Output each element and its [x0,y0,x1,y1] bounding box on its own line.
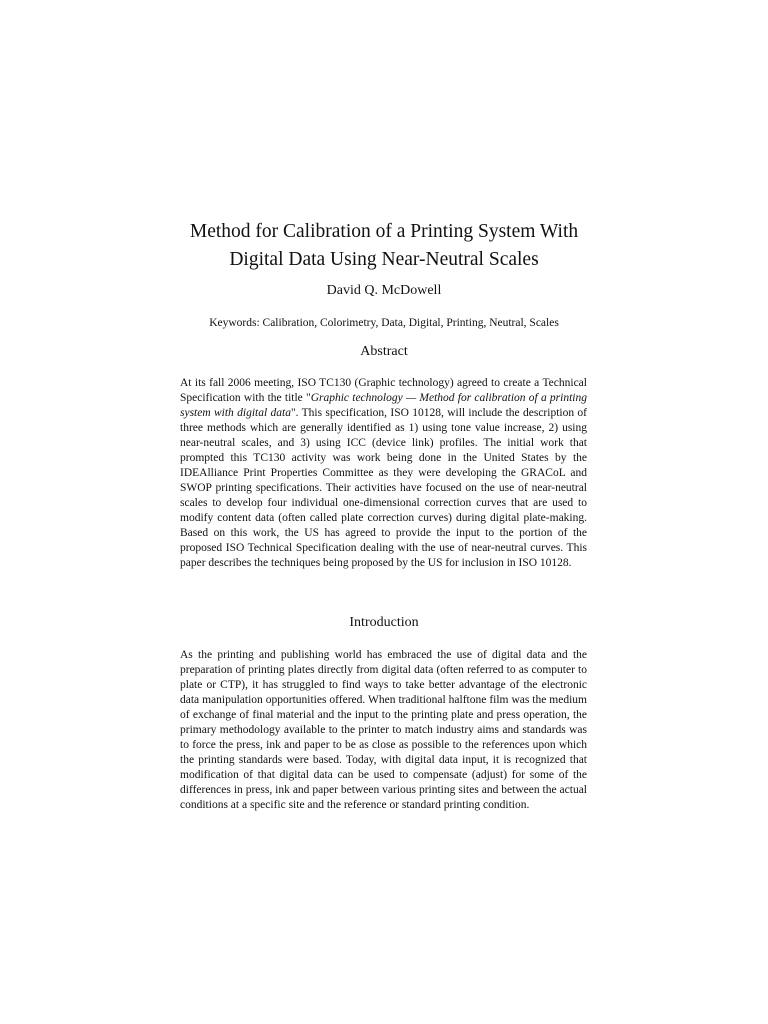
abstract-text-before-quote: At its fall 2006 meeting, ISO TC130 (Graphic technology) agreed to create a Technical Specification with the title " [180,377,587,404]
introduction-paragraph: As the printing and publishing world has embraced the use of digital data and the preparation of printing plates directly from digital data (often referred to as computer to plate or CTP), it has struggled to find ways to take better advantage of the electronic data manipulation opportunities offered. When traditional halftone film was the medium of exchange of final material and the input to the printing plate and press operation, the primary methodology available to the printer to match industry aims and standards was to force the press, ink and paper to be as close as possible to the references upon which the printing standards were based. Today, with digital data input, it is recognized that modification of that digital data can be used to compensate (adjust) for some of the differences in press, ink and paper between various printing sites and between the actual conditions at a specific site and the reference or standard printing condition. [180,649,587,811]
paper-title-line-2: Digital Data Using Near-Neutral Scales [229,249,539,270]
abstract-heading: Abstract [360,344,408,359]
abstract-paragraph [180,376,587,571]
introduction-heading: Introduction [349,615,419,630]
abstract-text-after-quote: ". This specification, ISO 10128, will include the description of three methods which are generally identified as 1) using tone value increase, 2) using near-neutral scales, and 3) using ICC (device link) profiles. The initial work that prompted this TC130 activity was work being done in the United States by the IDEAlliance Print Properties Committee as they were developing the GRACoL and SWOP printing specifications. Their activities have focused on the use of near-neutral scales to develop four individual one-dimensional correction curves that are used to modify content data (often called plate correction curves) during digital plate-making. Based on this work, the US has agreed to provide the input to the portion of the proposed ISO Technical Specification dealing with the use of near-neutral curves. This paper describes the techniques being proposed by the US for inclusion in ISO 10128. [180,407,587,569]
paper-title-line-1: Method for Calibration of a Printing System With [189,221,579,242]
abstract-quoted-title: Graphic technology — Method for calibration of a printing system with digital data [180,392,587,419]
author-name: David Q. McDowell [326,283,442,298]
keywords-line: Keywords: Calibration, Colorimetry, Data, Digital, Printing, Neutral, Scales [209,317,559,329]
paper-title [100,218,668,274]
